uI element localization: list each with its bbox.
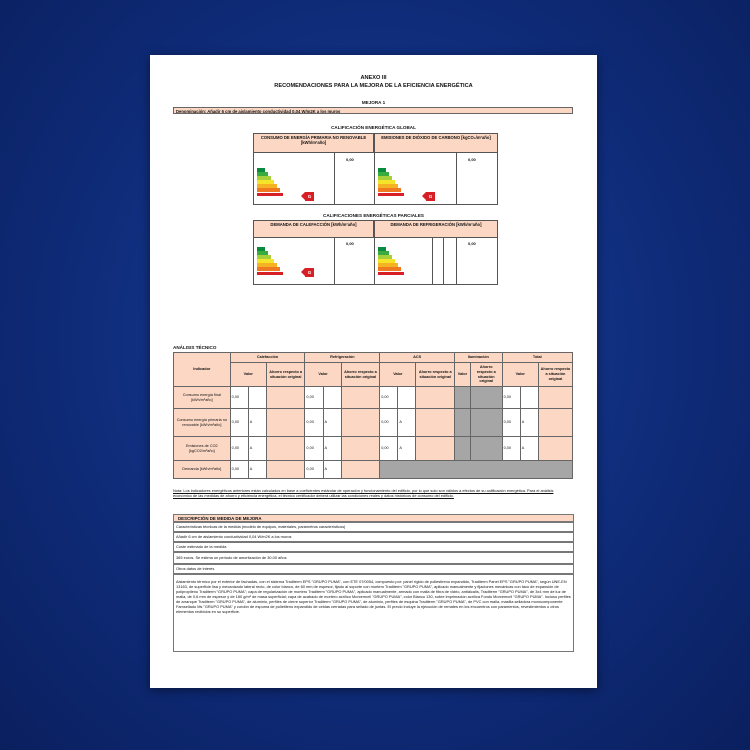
cell-empty xyxy=(455,387,471,409)
cell-saving xyxy=(538,437,572,461)
cell-value: 0,00 xyxy=(380,437,398,461)
tech-analysis-table xyxy=(173,352,573,479)
row-label: Consumo energía final [kWh/m²año] xyxy=(174,387,231,409)
cell-value: 0,00 xyxy=(502,437,520,461)
description-row: 365 euros. Se estima un periodo de amortización de 30.00 años xyxy=(173,552,574,564)
value-header: Valor xyxy=(502,363,538,387)
cell-rating: A xyxy=(248,461,266,479)
cooling-demand-scale xyxy=(378,247,404,276)
saving-header: Ahorro respecto a situación original xyxy=(266,363,305,387)
cell-value: 0,00 xyxy=(230,387,248,409)
description-heading: DESCRIPCIÓN DE MEDIDA DE MEJORA xyxy=(173,514,574,522)
cell-rating: A xyxy=(323,409,341,437)
cell-saving xyxy=(266,437,305,461)
cell-value: 0,00 xyxy=(230,461,248,479)
total-group-header: Total xyxy=(502,353,572,363)
partial-rating-heading: CALIFICACIONES ENERGÉTICAS PARCIALES xyxy=(323,213,424,218)
heating-demand-rating: G xyxy=(305,268,314,277)
cell-empty xyxy=(380,461,573,479)
cell-value: 0,00 xyxy=(305,437,323,461)
cell-saving xyxy=(416,437,455,461)
description-details: Aislamiento térmico por el exterior de fachadas, con el sistema Traditerm EPS "GRUPO PUMA", con ETE 07/0054, compuesto por: panel rígido de poliestireno expandido, Traditerm Panel EPS "GRUPO PUMA", según UNE-EN 13163, de superficie lisa y mecanizado lateral recto, de color blanco, de 60 mm de espesor, fijado al soporte con mortero Traditerm "GRUPO PUMA", aplicado manualmente y fijaciones mecánicas con taco de expansión de polipropileno Traditerm "GRUPO PUMA"; capa de regularización de mortero Traditerm "GRUPO PUMA", aplicado manualmente, armado con malla de fibra de vidrio, antiálcalis, Traditerm "GRUPO PUMA", de 3x4 mm de luz de malla, de 0,6 mm de espesor y de 160 g/m² de masa superficial; capa de acabado de mortero acrílico Morcemcril "GRUPO PUMA", color Blanco 130, sobre imprimación acrílica Fondo Morcemcril "GRUPO PUMA". Incluso perfiles de arranque Traditerm "GRUPO PUMA", de aluminio, perfiles de cierre superior Traditerm "GRUPO PUMA", de aluminio, perfiles de esquina Traditerm "GRUPO PUMA", de PVC con malla, masilla selladora monocomponente Famsellado Ms "GRUPO PUMA" y cordón de espuma de polietileno expandido de celdas cerradas para sellado de juntas. El precio incluye la ejecución de remates en los encuentros con paramentos, revestimientos u otros elementos recibidos en su superficie. xyxy=(173,574,574,652)
cell-saving xyxy=(538,409,572,437)
heating-group-header: Calefacción xyxy=(230,353,305,363)
cell-rating: A xyxy=(323,461,341,479)
description-row: Características técnicas de la medida (modelo de equipos, materiales, parámetros característicos) xyxy=(173,522,574,532)
cell-empty xyxy=(455,437,471,461)
lighting-group-header: Iluminación xyxy=(455,353,503,363)
cell-value: 0,00 xyxy=(230,437,248,461)
description-row: Coste estimado de la medida xyxy=(173,542,574,552)
heating-demand-value: 0,00 xyxy=(346,241,354,246)
cell-value: 0,00 xyxy=(305,387,323,409)
value-header: Valor xyxy=(305,363,341,387)
cell-saving xyxy=(266,409,305,437)
cell-rating xyxy=(248,387,266,409)
cell-rating: A xyxy=(323,437,341,461)
cell-rating xyxy=(398,387,416,409)
global-rating-heading: CALIFICACIÓN ENERGÉTICA GLOBAL xyxy=(331,125,416,130)
cell-saving xyxy=(341,387,380,409)
cell-saving xyxy=(266,461,305,479)
global-emissions-scale xyxy=(378,168,404,197)
cell-empty xyxy=(470,409,502,437)
cell-rating: A xyxy=(520,437,538,461)
cell-value: 0,00 xyxy=(230,409,248,437)
cooling-group-header: Refrigeración xyxy=(305,353,380,363)
global-emissions-rating: G xyxy=(426,192,435,201)
cell-empty xyxy=(470,387,502,409)
tech-analysis-heading: ANÁLISIS TÉCNICO xyxy=(173,345,217,350)
cell-saving xyxy=(416,409,455,437)
cell-empty xyxy=(470,437,502,461)
denomination-bar: Denominación: Añadir 6 cm de aislamiento conductividad 0,04 W/m2K a los muros xyxy=(173,107,573,114)
cell-rating: A xyxy=(398,437,416,461)
acs-group-header: ACS xyxy=(380,353,455,363)
cell-value: 0,00 xyxy=(305,409,323,437)
table-row xyxy=(174,461,573,479)
cell-rating: A xyxy=(248,437,266,461)
cell-rating: A xyxy=(248,409,266,437)
document-page xyxy=(150,55,597,688)
heating-demand-header: DEMANDA DE CALEFACCIÓN [kWh/m²año] xyxy=(253,220,374,238)
improvement-label: MEJORA 1 xyxy=(361,100,386,105)
heating-demand-scale xyxy=(257,247,283,276)
table-row xyxy=(174,409,573,437)
global-primary-header: CONSUMO DE ENERGÍA PRIMARIA NO RENOVABLE [kWh/m²año] xyxy=(253,133,374,153)
cell-saving xyxy=(266,387,305,409)
cooling-demand-header: DEMANDA DE REFRIGERACIÓN [kWh/m²año] xyxy=(374,220,498,238)
saving-header: Ahorro respecto a situación original xyxy=(470,363,502,387)
cell-rating: A xyxy=(520,409,538,437)
description-row: Añadir 6 cm de aislamiento conductividad 0,04 W/m2K a los muros xyxy=(173,532,574,542)
global-emissions-value: 0,00 xyxy=(468,157,476,162)
cell-saving xyxy=(341,409,380,437)
value-header: Valor xyxy=(455,363,471,387)
value-header: Valor xyxy=(230,363,266,387)
cell-value: 0,00 xyxy=(502,387,520,409)
cell-saving xyxy=(416,387,455,409)
indicator-header: Indicador xyxy=(174,353,231,387)
document-title: RECOMENDACIONES PARA LA MEJORA DE LA EFICIENCIA ENERGÉTICA xyxy=(274,83,473,89)
table-row xyxy=(174,437,573,461)
table-row xyxy=(174,387,573,409)
cell-rating xyxy=(323,387,341,409)
row-label: Demanda [kWh/m²año] xyxy=(174,461,231,479)
annex-heading: ANEXO III xyxy=(360,75,387,81)
global-primary-scale xyxy=(257,168,283,197)
value-header: Valor xyxy=(380,363,416,387)
saving-header: Ahorro respecto a situación original xyxy=(538,363,572,387)
cell-value: 0,00 xyxy=(305,461,323,479)
cell-value: 0,00 xyxy=(380,387,398,409)
cell-saving xyxy=(341,461,380,479)
cooling-demand-value: 0,00 xyxy=(468,241,476,246)
cell-empty xyxy=(455,409,471,437)
global-primary-rating: G xyxy=(305,192,314,201)
cell-value: 0,00 xyxy=(502,409,520,437)
technical-note: Nota: Los indicadores energéticos anteriores están calculados en base a coeficientes estándar de operación y funcionamiento del edificio, por lo que solo son válidos a efectos de su calificación energética. Para el análisis económico de las medidas de ahorro y eficiencia energética, el técnico certificador deberá utilizar las condiciones reales y datos históricos de consumo del edificio. xyxy=(173,488,554,498)
row-label: Consumo energía primaria no renovable [kWh/m²año] xyxy=(174,409,231,437)
cell-rating xyxy=(520,387,538,409)
global-primary-value: 0,00 xyxy=(346,157,354,162)
row-label: Emisiones de CO2 [kgCO2/m²año] xyxy=(174,437,231,461)
cell-value: 0,00 xyxy=(380,409,398,437)
saving-header: Ahorro respecto a situación original xyxy=(341,363,380,387)
saving-header: Ahorro respecto a situación original xyxy=(416,363,455,387)
global-emissions-header: EMISIONES DE DIÓXIDO DE CARBONO [kgCO₂/m²año] xyxy=(374,133,498,153)
cell-saving xyxy=(341,437,380,461)
description-row: Otros datos de interés xyxy=(173,564,574,574)
cell-rating: A xyxy=(398,409,416,437)
cell-saving xyxy=(538,387,572,409)
